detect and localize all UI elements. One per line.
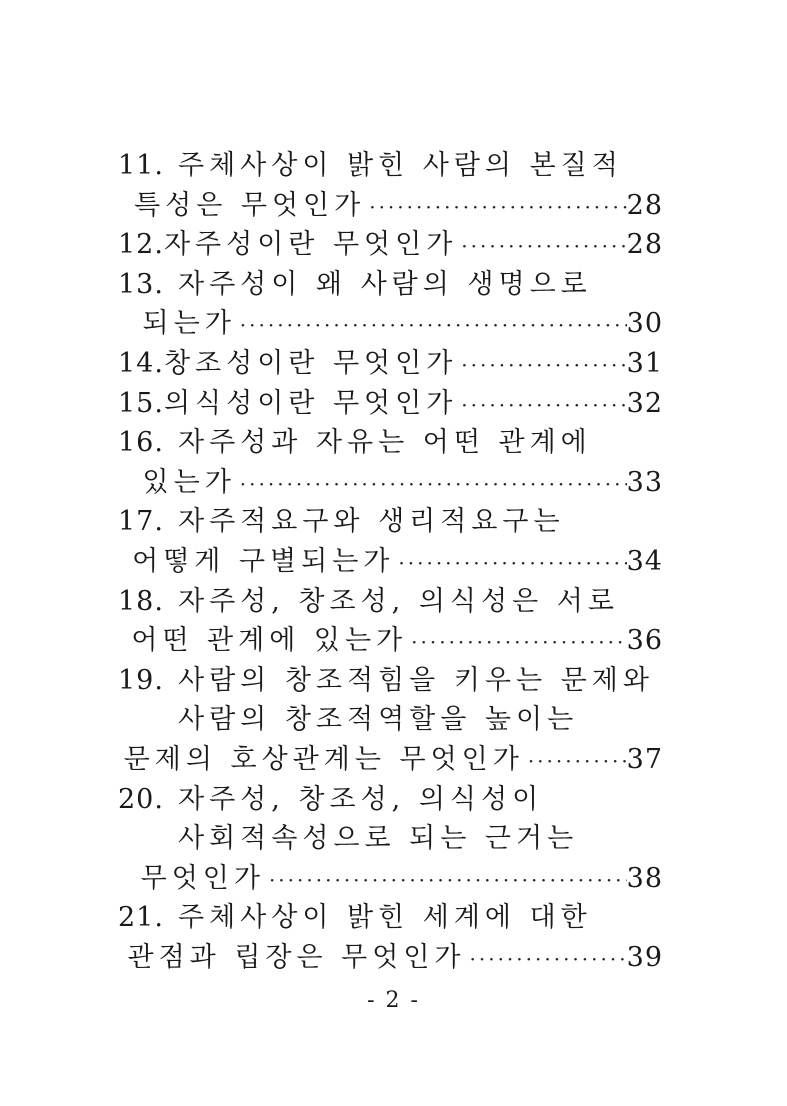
toc-entry-title: 자주성, 창조성, 의식성은 서로 [178, 585, 619, 617]
toc-entry-title: 사람의 창조적역할을 높이는 [178, 704, 579, 736]
toc-dot-leader [407, 623, 627, 663]
toc-entry-number: 12. [118, 229, 164, 261]
toc-entry-line [118, 819, 663, 859]
toc-entry [118, 225, 663, 265]
toc-entry-line [118, 502, 663, 542]
toc-entry-title: 되는가 [142, 308, 236, 340]
toc-dot-leader [457, 346, 626, 386]
toc-entry [118, 661, 663, 780]
toc-entry-line [118, 542, 663, 582]
toc-dot-leader [236, 465, 627, 505]
toc-entry [118, 423, 663, 502]
toc-entry-page: 33 [626, 466, 663, 498]
toc-entry-number: 16. [118, 427, 164, 459]
toc-entry-page: 28 [626, 189, 663, 221]
toc-entry-line [118, 898, 663, 938]
toc-entry-number: 17. [118, 506, 164, 538]
toc-entry [118, 265, 663, 344]
toc-entry-number: 15. [118, 387, 164, 419]
toc-entry-line [118, 304, 663, 344]
toc-entry-page: 30 [626, 308, 663, 340]
toc-entry-title: 자주적요구와 생리적요구는 [178, 506, 565, 538]
toc-entry-page: 28 [626, 229, 663, 261]
toc-entry-title: 자주성과 자유는 어떤 관계에 [178, 427, 592, 459]
toc-entry-number: 11. [118, 150, 164, 181]
toc-entry-number: 19. [118, 664, 164, 696]
toc-entry-line [118, 859, 663, 899]
toc-entry-title: 자주성이 왜 사람의 생명으로 [178, 268, 592, 300]
toc-entry-title: 주체사상이 밝힌 세계에 대한 [178, 902, 592, 934]
toc-entry-title: 사회적속성으로 되는 근거는 [178, 823, 579, 855]
toc-entry-line [118, 344, 663, 384]
toc-entry-line [118, 740, 663, 780]
toc-entry-line [118, 423, 663, 463]
toc-entry-title: 있는가 [142, 466, 236, 498]
toc-entry-line [118, 384, 663, 424]
toc-entry-line [118, 186, 663, 226]
toc-entry [118, 384, 663, 424]
toc-entry-title: 자주성, 창조성, 의식성이 [178, 783, 544, 815]
toc-entry-page: 38 [626, 862, 663, 894]
toc-entry-title: 어떤 관계에 있는가 [131, 625, 408, 657]
toc-entry-line [118, 621, 663, 661]
toc-entry [118, 780, 663, 899]
toc-entry-title: 관점과 립장은 무엇인가 [127, 941, 466, 973]
toc-entry-title: 의식성이란 무엇인가 [163, 387, 458, 419]
toc-entry-page: 37 [626, 743, 663, 775]
toc-entry-number: 20. [118, 783, 164, 815]
toc-dot-leader [365, 188, 626, 228]
toc-dot-leader [265, 861, 627, 901]
toc-entry [118, 146, 663, 225]
toc-entry-page: 39 [626, 941, 663, 973]
toc-dot-leader [466, 940, 627, 980]
toc-entry [118, 344, 663, 384]
toc-dot-leader [236, 306, 627, 346]
toc-entry-number: 13. [118, 268, 164, 300]
toc-entry-line [118, 661, 663, 701]
toc-entry-title: 주체사상이 밝힌 사람의 본질적 [178, 150, 623, 181]
table-of-contents [118, 146, 663, 977]
toc-entry-title: 어떻게 구별되는가 [132, 545, 395, 577]
toc-dot-leader [524, 742, 627, 782]
toc-entry-page: 32 [626, 387, 663, 419]
toc-entry-line [118, 780, 663, 820]
toc-entry-line [118, 463, 663, 503]
toc-entry-line [118, 582, 663, 622]
toc-entry-title: 자주성이란 무엇인가 [163, 229, 458, 261]
toc-entry-page: 36 [626, 625, 663, 657]
toc-dot-leader [394, 544, 626, 584]
toc-entry-number: 18. [118, 585, 164, 617]
toc-dot-leader [457, 386, 626, 426]
toc-entry-line [118, 225, 663, 265]
toc-entry [118, 582, 663, 661]
toc-entry-line [118, 938, 663, 978]
toc-entry [118, 502, 663, 581]
toc-entry-title: 특성은 무엇인가 [134, 189, 366, 221]
toc-entry-page: 34 [626, 545, 663, 577]
toc-entry-number: 21. [118, 902, 164, 934]
toc-entry-line [118, 700, 663, 740]
page-number-footer: - 2 - [367, 988, 420, 1013]
toc-entry-line [118, 265, 663, 305]
toc-entry-title: 사람의 창조적힘을 키우는 문제와 [178, 664, 654, 696]
toc-entry-title: 무엇인가 [140, 862, 265, 894]
toc-entry-title: 창조성이란 무엇인가 [163, 347, 458, 379]
toc-entry [118, 898, 663, 977]
toc-entry-line [118, 146, 663, 186]
toc-entry-title: 문제의 호상관계는 무엇인가 [123, 743, 524, 775]
toc-dot-leader [457, 227, 626, 267]
toc-entry-number: 14. [118, 347, 164, 379]
toc-entry-page: 31 [626, 347, 663, 379]
